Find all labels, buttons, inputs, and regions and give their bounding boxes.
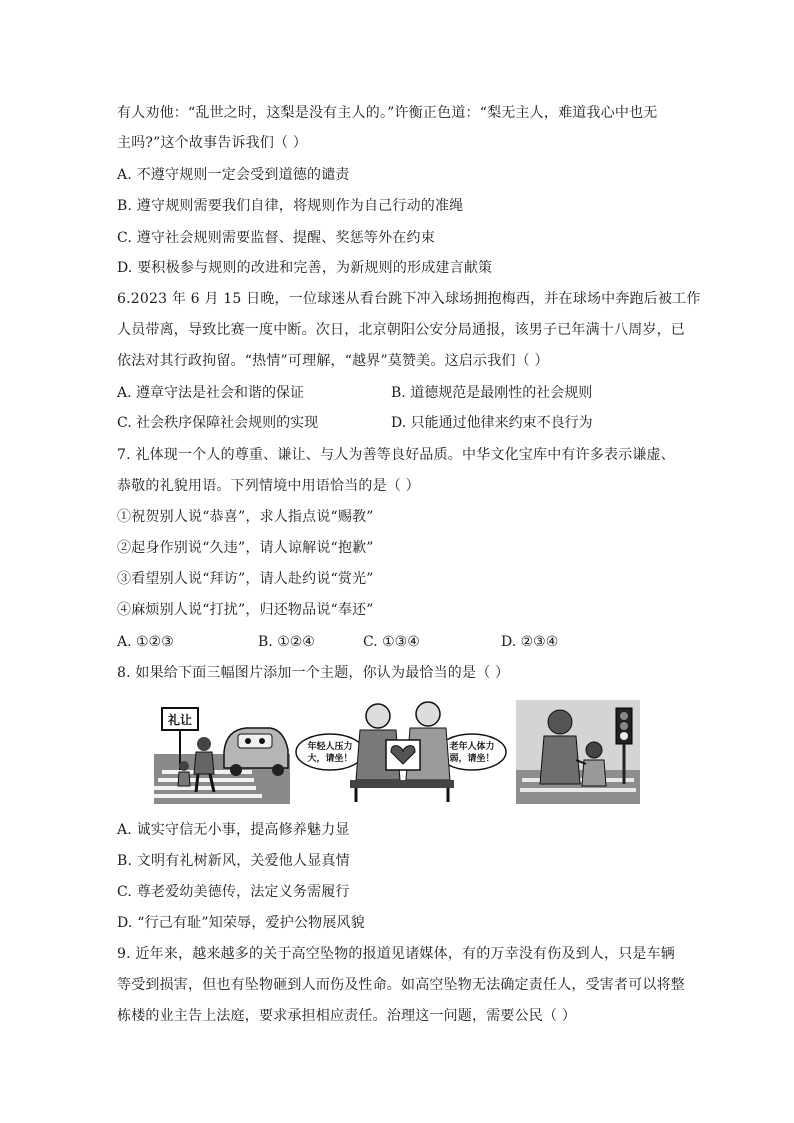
q5-option-c[interactable]: C. 遵守社会规则需要监督、提醒、奖惩等外在约束 bbox=[117, 230, 435, 246]
q7-item-4: ④麻烦别人说“打扰”，归还物品说“奉还” bbox=[117, 602, 374, 618]
q8-option-a[interactable]: A. 诚实守信无小事，提高修养魅力显 bbox=[117, 822, 350, 838]
q7-stem-line-1: 7. 礼体现一个人的尊重、谦让、与人为善等良好品质。中华文化宝库中有许多表示谦虚、 bbox=[117, 447, 676, 463]
q5-option-d[interactable]: D. 要积极参与规则的改进和完善，为新规则的形成建言献策 bbox=[117, 260, 493, 276]
q8-image1-sign-text: 礼让 bbox=[167, 713, 193, 727]
q6-stem-line-2: 人员带离，导致比赛一度中断。次日，北京朝阳公安分局通报，该男子已年满十八周岁，已 bbox=[117, 322, 685, 338]
q8-option-d[interactable]: D. “行己有耻”知荣辱，爱护公物展风貌 bbox=[117, 915, 365, 931]
q7-option-d[interactable]: D. ②③④ bbox=[501, 634, 559, 650]
q7-option-a[interactable]: A. ①②③ bbox=[117, 634, 174, 650]
q7-item-2: ②起身作别说“久违”，请人谅解说“抱歉” bbox=[117, 540, 374, 556]
q6-option-a[interactable]: A. 遵章守法是社会和谐的保证 bbox=[117, 385, 305, 401]
q6-option-d[interactable]: D. 只能通过他律来约束不良行为 bbox=[391, 415, 593, 431]
q8-image2-bubble-right-line2: 弱，请坐！ bbox=[449, 754, 495, 764]
q7-option-c[interactable]: C. ①③④ bbox=[363, 634, 420, 650]
q8-image2-bubble-left-line1: 年轻人压力 bbox=[307, 742, 353, 752]
q8-image2-bubble-right-line1: 老年人体力 bbox=[449, 742, 495, 752]
q6-option-c[interactable]: C. 社会秩序保障社会规则的实现 bbox=[117, 415, 319, 431]
q9-stem-line-1: 9. 近年来，越来越多的关于高空坠物的报道见诸媒体，有的万幸没有伤及到人，只是车辆 bbox=[117, 946, 676, 962]
q5-option-b[interactable]: B. 遵守规则需要我们自律，将规则作为自己行动的准绳 bbox=[117, 198, 464, 214]
q8-option-c[interactable]: C. 尊老爱幼美德传，法定义务需履行 bbox=[117, 884, 350, 900]
q8-option-b[interactable]: B. 文明有礼树新风，关爱他人显真情 bbox=[117, 853, 350, 869]
q7-option-b[interactable]: B. ①②④ bbox=[258, 634, 315, 650]
q6-option-b[interactable]: B. 道德规范是最刚性的社会规则 bbox=[391, 385, 593, 401]
q5-stem-line-2: 主吗?”这个故事告诉我们（ ） bbox=[117, 135, 308, 151]
q7-item-3: ③看望别人说“拜访”，请人赴约说“赏光” bbox=[117, 571, 374, 587]
q8-image2-bubble-left-line2: 大，请坐！ bbox=[307, 754, 353, 764]
q8-image-traffic-light bbox=[516, 700, 640, 804]
q5-option-a[interactable]: A. 不遵守规则一定会受到道德的谴责 bbox=[117, 167, 350, 183]
q6-stem-line-3: 依法对其行政拘留。“热情”可理解，“越界”莫赞美。这启示我们（ ） bbox=[117, 353, 549, 369]
q9-stem-line-2: 等受到损害，但也有坠物砸到人而伤及性命。如高空坠物无法确定责任人，受害者可以将整 bbox=[117, 977, 685, 993]
q5-stem-line-1: 有人劝他：“乱世之时，这梨是没有主人的。”许衡正色道：“梨无主人，难道我心中也无 bbox=[117, 105, 658, 121]
q7-item-1: ①祝贺别人说“恭喜”，求人指点说“赐教” bbox=[117, 509, 374, 525]
q9-stem-line-3: 栋楼的业主告上法庭，要求承担相应责任。治理这一问题，需要公民（ ） bbox=[117, 1008, 577, 1024]
q8-stem-line-1: 8. 如果给下面三幅图片添加一个主题，你认为最恰当的是（ ） bbox=[117, 665, 510, 681]
q8-image-offer-seat bbox=[294, 700, 508, 804]
q6-stem-line-1: 6.2023 年 6 月 15 日晚，一位球迷从看台跳下冲入球场拥抱梅西，并在球场中奔跑后被工作 bbox=[117, 291, 701, 307]
q8-image-yield-crosswalk bbox=[154, 700, 290, 804]
q7-stem-line-2: 恭敬的礼貌用语。下列情境中用语恰当的是（ ） bbox=[117, 478, 420, 494]
